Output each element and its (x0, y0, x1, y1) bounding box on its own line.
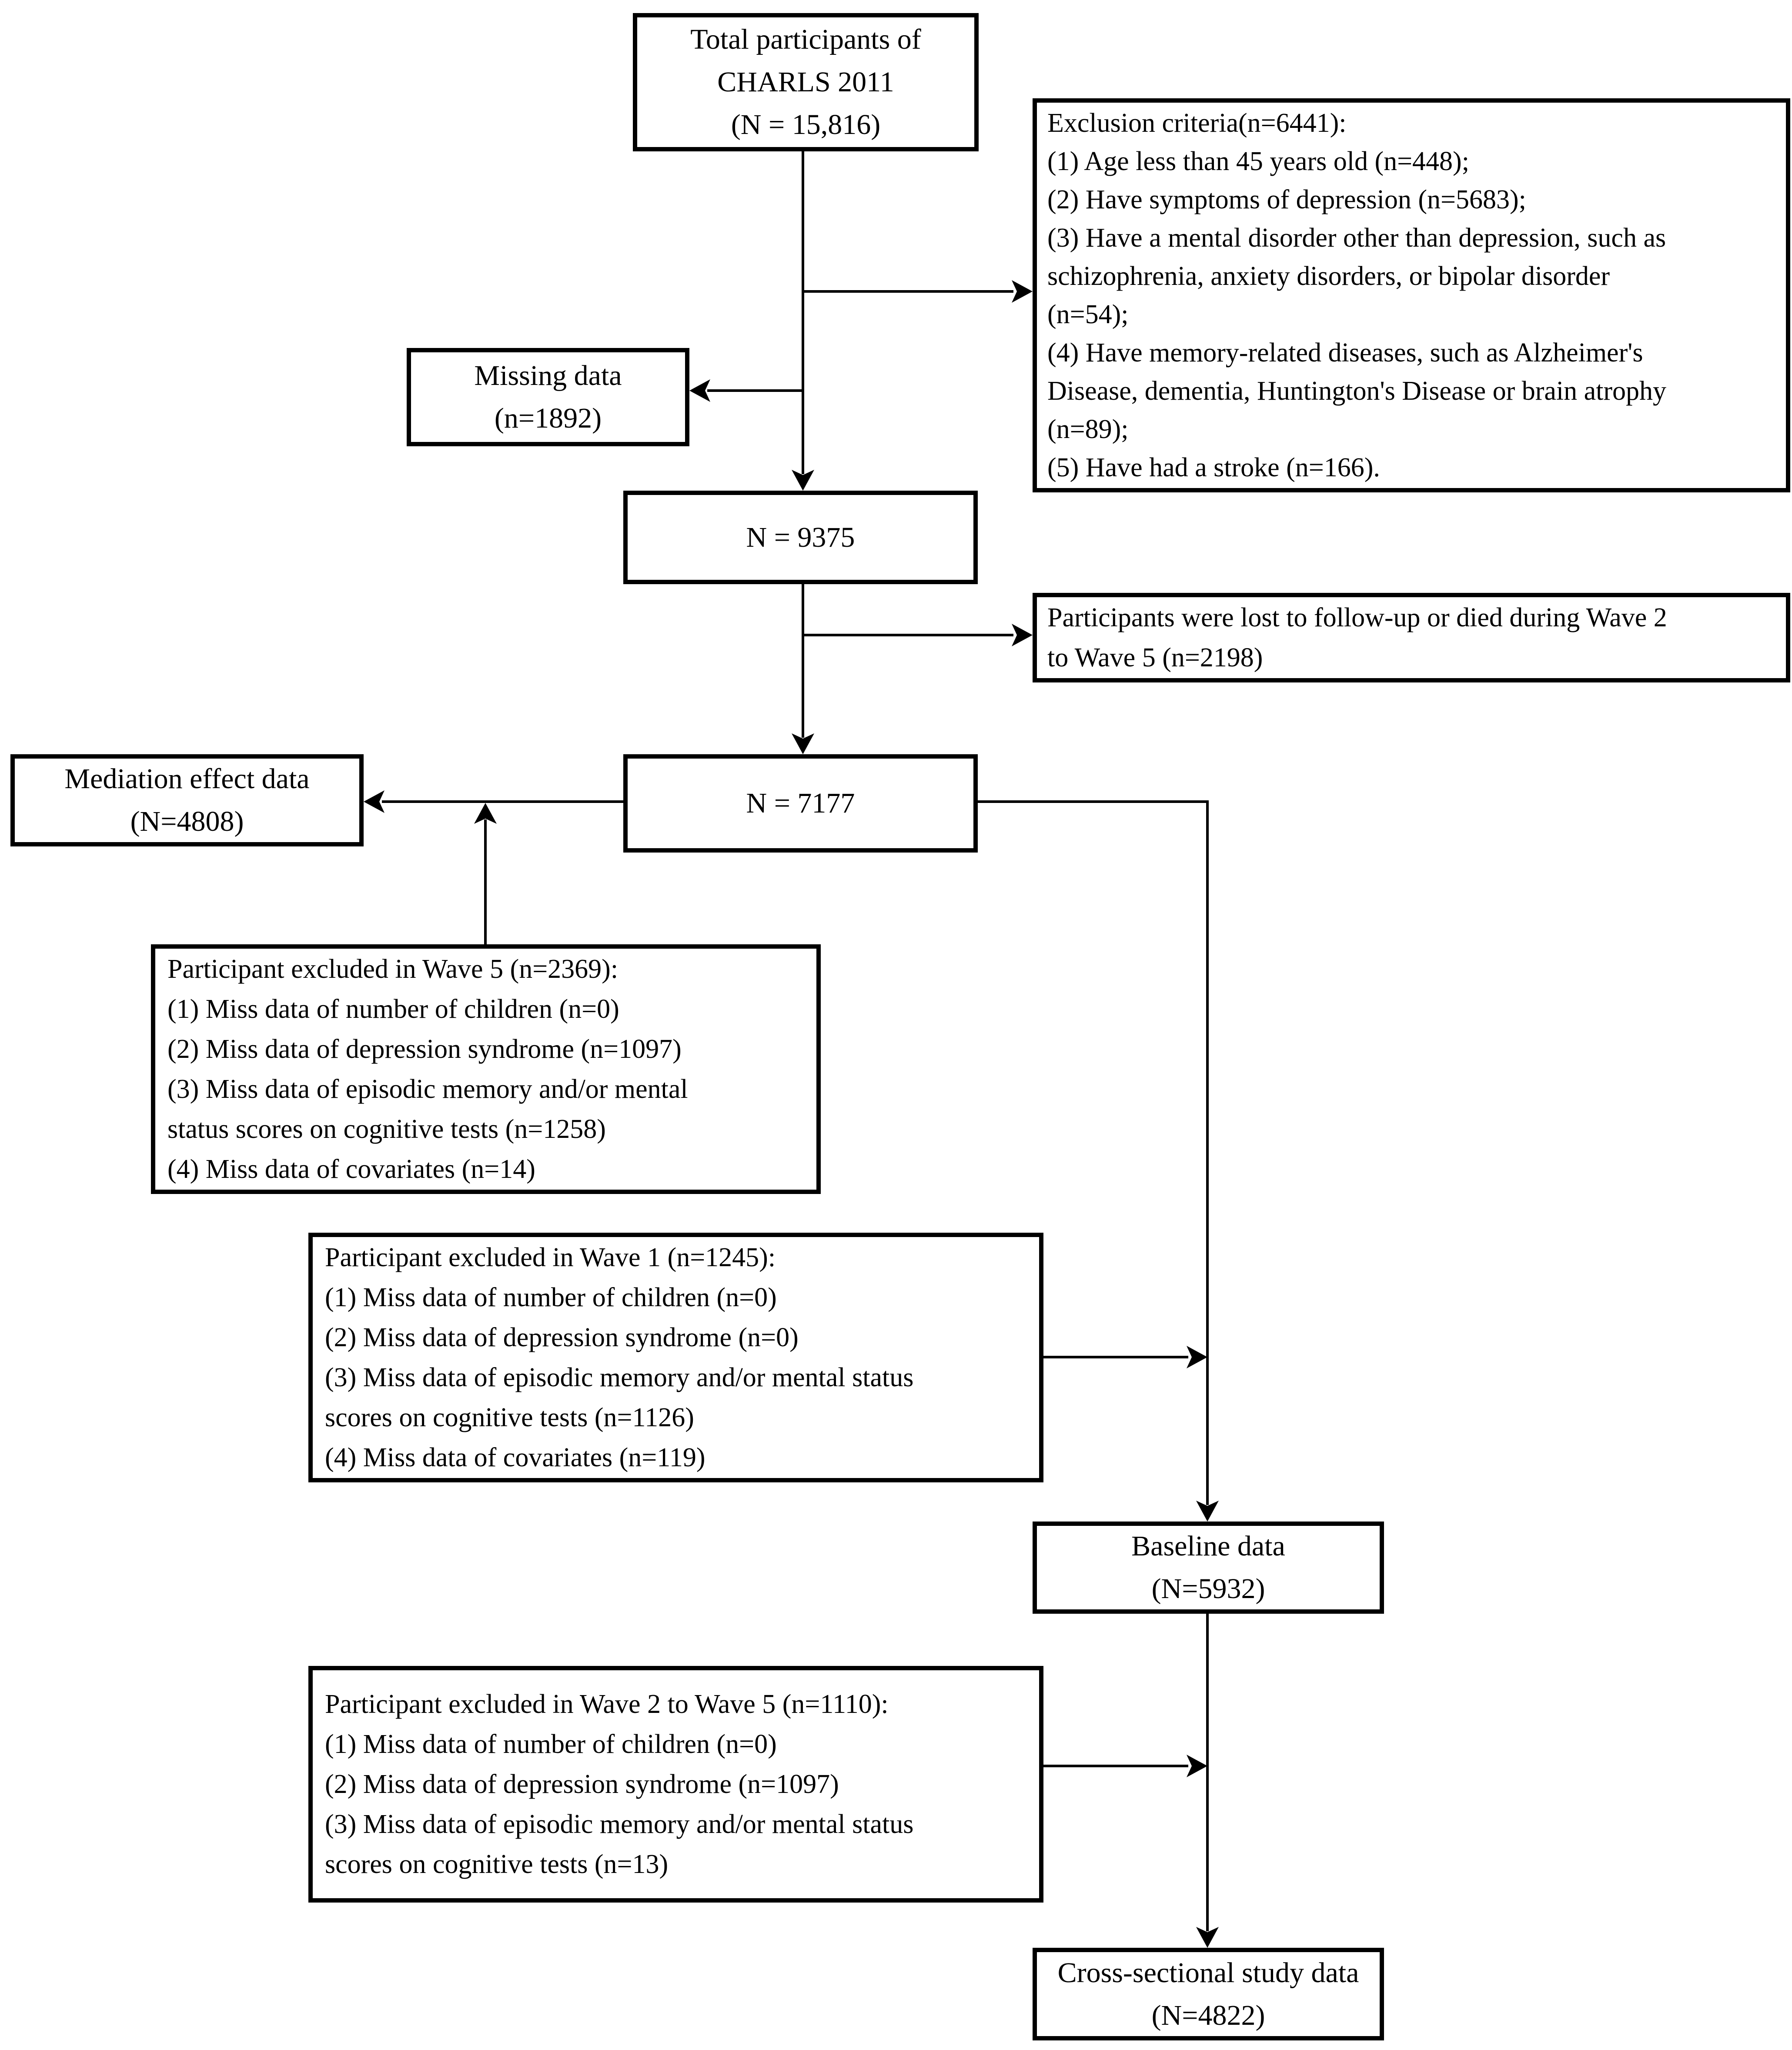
box-baseline-data (1033, 1522, 1384, 1614)
text-line: Disease, dementia, Huntington's Disease or brain atrophy (1047, 376, 1667, 406)
arrow-wave1-right (1043, 1346, 1207, 1368)
arrow-to-lost-followup (803, 624, 1033, 646)
text-line: (N=4808) (130, 806, 244, 837)
text-line: Participant excluded in Wave 2 to Wave 5 (n=1110): (325, 1689, 889, 1719)
text-line: Exclusion criteria(n=6441): (1047, 108, 1347, 138)
text-line: CHARLS 2011 (717, 66, 894, 98)
text-line: N = 9375 (746, 521, 855, 553)
text-line: (1) Miss data of number of children (n=0) (325, 1283, 777, 1312)
box-n-7177 (623, 754, 978, 853)
box-wave1-excluded (308, 1233, 1043, 1482)
box-wave5-excluded (151, 944, 821, 1194)
text-line: Cross-sectional study data (1057, 1956, 1359, 1989)
text-line: Participants were lost to follow-up or died during Wave 2 (1047, 603, 1667, 632)
text-line: (3) Have a mental disorder other than depression, such as (1047, 223, 1666, 253)
text-line: status scores on cognitive tests (n=1258) (167, 1114, 606, 1144)
box-total-participants (633, 13, 979, 151)
text-line: (n=54); (1047, 300, 1129, 329)
arrow-n9375-to-n7177 (792, 584, 814, 754)
text-line: scores on cognitive tests (n=1126) (325, 1403, 694, 1432)
box-lost-to-followup (1033, 593, 1790, 682)
box-wave2-to-wave5-excluded (308, 1666, 1043, 1903)
arrow-wave25-right (1043, 1755, 1207, 1777)
arrow-to-missing-data (689, 379, 803, 402)
box-exclusion-criteria (1033, 98, 1790, 492)
text-line: Mediation effect data (64, 763, 310, 795)
text-line: N = 7177 (746, 787, 855, 819)
text-line: Participant excluded in Wave 1 (n=1245): (325, 1243, 776, 1272)
text-line: (2) Miss data of depression syndrome (n=0) (325, 1323, 799, 1352)
box-missing-data (407, 348, 689, 446)
text-line: Participant excluded in Wave 5 (n=2369): (167, 954, 619, 984)
text-line: (4) Have memory-related diseases, such as Alzheimer's (1047, 338, 1643, 368)
text-line: Total participants of (690, 23, 921, 55)
text-line: Baseline data (1131, 1530, 1285, 1562)
arrow-baseline-to-cross (1196, 1613, 1219, 1948)
text-line: (3) Miss data of episodic memory and/or mental status (325, 1363, 914, 1392)
text-line: (N = 15,816) (731, 109, 881, 140)
box-cross-sectional-data (1033, 1948, 1384, 2040)
text-line: (N=5932) (1151, 1573, 1265, 1605)
box-n-9375 (623, 491, 978, 584)
arrow-n7177-to-mediation (364, 790, 623, 813)
arrow-total-to-n9375 (792, 150, 814, 491)
text-line: (1) Miss data of number of children (n=0) (325, 1729, 777, 1759)
text-line: (1) Age less than 45 years old (n=448); (1047, 147, 1469, 176)
text-line: (N=4822) (1151, 1999, 1265, 2031)
text-line: schizophrenia, anxiety disorders, or bipolar disorder (1047, 261, 1610, 291)
text-line: (3) Miss data of episodic memory and/or mental (167, 1074, 688, 1104)
text-line: (4) Miss data of covariates (n=14) (167, 1154, 535, 1184)
text-line: (1) Miss data of number of children (n=0) (167, 994, 619, 1024)
text-line: (4) Miss data of covariates (n=119) (325, 1443, 705, 1472)
text-line: (2) Miss data of depression syndrome (n=1097) (325, 1769, 839, 1799)
text-line: (n=89); (1047, 415, 1129, 444)
arrow-wave5-up (474, 803, 497, 944)
text-line: (3) Miss data of episodic memory and/or mental status (325, 1809, 914, 1839)
text-line: Missing data (474, 360, 622, 391)
text-line: (n=1892) (494, 402, 602, 434)
text-line: (5) Have had a stroke (n=166). (1047, 453, 1380, 482)
box-mediation-effect-data (10, 754, 364, 846)
text-line: (2) Have symptoms of depression (n=5683); (1047, 185, 1526, 214)
text-line: scores on cognitive tests (n=13) (325, 1849, 669, 1879)
arrow-to-exclusion (803, 280, 1033, 303)
text-line: to Wave 5 (n=2198) (1047, 643, 1263, 672)
text-line: (2) Miss data of depression syndrome (n=1097) (167, 1034, 682, 1064)
